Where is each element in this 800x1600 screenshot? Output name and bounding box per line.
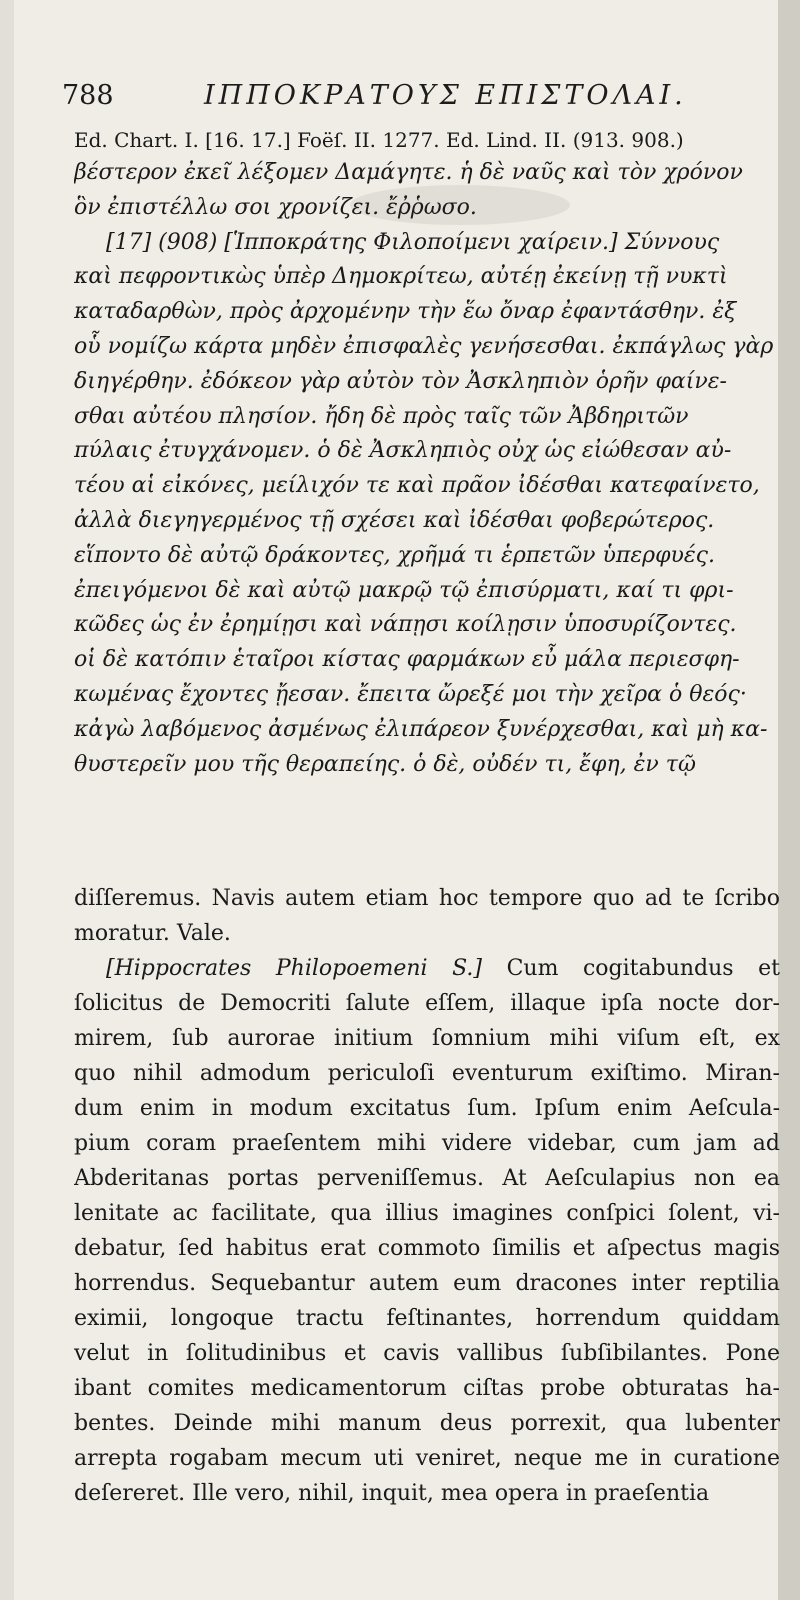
greek-line: καὶ πεφροντικὼς ὑπὲρ Δημοκρίτεω, αὐτέῃ ἐκείνῃ τῇ νυκτὶ [74,264,728,290]
greek-line: οἱ δὲ κατόπιν ἑταῖροι κίστας φαρμάκων εὖ μάλα περιεσφη- [74,647,740,673]
latin-line: lenitate ac facilitate, qua illius imagines conſpici ſolent, vi- [74,1201,780,1226]
latin-line: mirem, ſub aurorae initium ſomnium mihi viſum eſt, ex [74,1026,780,1051]
greek-line: καταδαρθὼν, πρὸς ἀρχομένην τὴν ἕω ὄναρ ἐφαντάσθην. ἐξ [74,299,737,325]
running-title: ΙΠΠΟΚΡΑΤΟΥΣ ΕΠΙΣΤΟΛΑΙ. [204,80,687,111]
greek-line: κωμένας ἔχοντες ᾔεσαν. ἔπειτα ὤρεξέ μοι τὴν χεῖρα ὁ θεός· [74,681,747,707]
latin-line: quo nihil admodum periculoſi eventurum exiſtimo. Miran- [74,1061,780,1086]
greek-line: τέου αἱ εἰκόνες, μείλιχόν τε καὶ πρᾶον ἰδέσθαι κατεφαίνετο, [74,473,760,499]
latin-line: bentes. Deinde mihi manum deus porrexit, qua lubenter [74,1411,780,1436]
latin-line: velut in ſolitudinibus et cavis vallibus ſubſibilantes. Pone [74,1341,780,1366]
greek-line: οὗ νομίζω κάρτα μηδὲν ἐπισφαλὲς γενήσεσθαι. ἐκπάγλως γὰρ [74,333,774,359]
latin-line: debatur, ſed habitus erat commoto ſimilis et aſpectus magis [74,1236,780,1261]
greek-line: εἵποντο δὲ αὐτῷ δράκοντες, χρῆμά τι ἑρπετῶν ὑπερφυές. [74,542,715,568]
page-left-edge [0,0,14,1600]
greek-line: διηγέρθην. ἐδόκεον γὰρ αὐτὸν τὸν Ἀσκληπιὸν ὁρῆν φαίνε- [74,368,727,394]
latin-line: deſereret. Ille vero, nihil, inquit, mea opera in praeſentia [74,1481,710,1506]
latin-line: [Hippocrates Philopoemeni S.] Cum cogitabundus et [106,956,780,981]
greek-line: κἀγὼ λαβόμενος ἀσμένως ἐλιπάρεον ξυνέρχεσθαι, καὶ μὴ κα- [74,716,768,742]
greek-line: βέστερον ἐκεῖ λέξομεν Δαμάγητε. ἡ δὲ ναῦς καὶ τὸν χρόνον [74,160,743,185]
greek-line: πύλαις ἐτυγχάνομεν. ὁ δὲ Ἀσκληπιὸς οὐχ ὡς εἰώθεσαν αὐ- [74,438,732,464]
latin-line: ibant comites medicamentorum ciſtas probe obturatas ha- [74,1376,780,1401]
greek-text-block [74,156,780,782]
latin-line: diſſeremus. Navis autem etiam hoc tempore quo ad te ſcribo [74,886,780,911]
latin-line: Abderitanas portas perveniſſemus. At Aeſculapius non ea [74,1166,780,1191]
greek-line: ἀλλὰ διεγηγερμένος τῇ σχέσει καὶ ἰδέσθαι φοβερώτερος. [74,507,715,533]
page-right-edge [778,0,800,1600]
latin-line: horrendus. Sequebantur autem eum dracones inter reptilia [74,1271,780,1296]
page-header [62,78,762,118]
greek-line: θυστερεῖν μου τῆς θεραπείης. ὁ δὲ, οὐδέν τι, ἔφη, ἐν τῷ [74,751,696,777]
latin-text-block [74,881,780,1511]
latin-line: ſolicitus de Democriti ſalute eſſem, illaque ipſa nocte dor- [74,991,780,1016]
edition-reference-line: Ed. Chart. I. [16. 17.] Foëſ. II. 1277. Ed. Lind. II. (913. 908.) [74,128,684,152]
greek-line: κῶδες ὡς ἐν ἐρημίῃσι καὶ νάπῃσι κοίλῃσιν ὑποσυρίζοντες. [74,612,737,638]
latin-line: dum enim in modum excitatus ſum. Ipſum enim Aeſcula- [74,1096,780,1121]
latin-line: moratur. Vale. [74,921,231,946]
greek-line: ἐπειγόμενοι δὲ καὶ αὐτῷ μακρῷ τῷ ἐπισύρματι, καί τι φρι- [74,577,734,603]
page-number: 788 [62,80,114,111]
latin-line: eximii, longoque tractu feſtinantes, horrendum quiddam [74,1306,780,1331]
greek-line: σθαι αὐτέου πλησίον. ἤδη δὲ πρὸς ταῖς τῶν Ἀβδηριτῶν [74,403,689,429]
latin-line: pium coram praeſentem mihi videre videbar, cum jam ad [74,1131,780,1156]
letter-salutation: [Hippocrates Philopoemeni S.] [106,956,483,981]
greek-line: [17] (908) [Ἱπποκράτης Φιλοποίμενι χαίρειν.] Σύννους [106,229,720,255]
latin-line: arrepta rogabam mecum uti veniret, neque me in curatione [74,1446,780,1471]
greek-line: ὃν ἐπιστέλλω σοι χρονίζει. ἔῤῥωσο. [74,194,477,220]
